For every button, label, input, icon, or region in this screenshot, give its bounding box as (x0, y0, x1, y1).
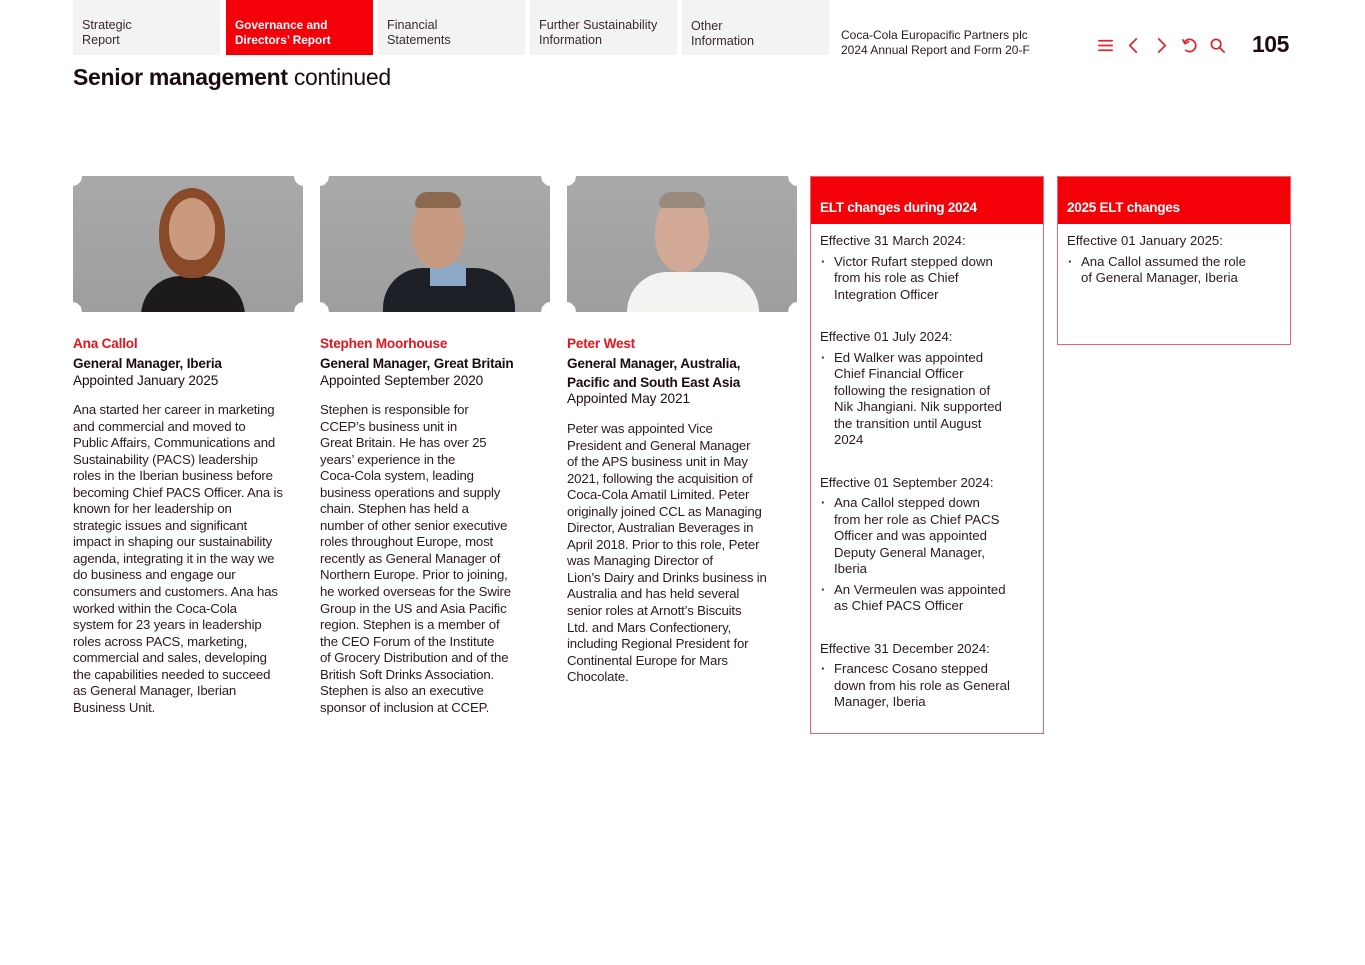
person-card-ana-callol (73, 176, 303, 715)
nav-tab-financial-statements[interactable] (378, 0, 525, 55)
person-role: General Manager, Iberia (73, 356, 222, 371)
page-title (73, 64, 391, 91)
portrait-photo (567, 176, 797, 312)
previous-page-icon[interactable] (1124, 34, 1143, 56)
nav-tab-label: Information (539, 32, 602, 47)
person-name: Stephen Moorhouse (320, 336, 448, 351)
nav-tab-strategic-report[interactable] (73, 0, 220, 55)
nav-tab-label: Report (82, 32, 120, 47)
elt-list-item: · Victor Rufart stepped down from his role as Chief Integration Officer (820, 254, 1034, 304)
elt-group (820, 475, 1034, 615)
report-title (841, 28, 1030, 57)
elt-box-title: ELT changes during 2024 (811, 177, 1043, 224)
toolbar (1096, 34, 1227, 56)
search-icon[interactable] (1208, 34, 1227, 56)
person-bio: Peter was appointed Vice President and General Manager of the APS business unit in May 2021, following the acquisition of Coca-Cola Amatil Limited. Peter originally joined CCL as Managing Director, Australian Beverages in April 2018. Prior to this role, Peter was Managing Director of Lion’s Dairy and Drinks business in Australia and has held several senior roles at Arnott’s Biscuits Ltd. and Mars Confectionery, including Regional President for Continental Europe for Mars Chocolate. (567, 421, 767, 685)
page-number: 105 (1252, 31, 1289, 57)
elt-group (820, 329, 1034, 449)
nav-tab-label: Further Sustainability (539, 18, 658, 32)
nav-tab-label: Statements (387, 32, 451, 47)
nav-tab-label: Governance and (235, 18, 328, 32)
elt-effective-date: Effective 31 March 2024: (820, 233, 966, 248)
report-title-company: Coca-Cola Europacific Partners plc (841, 28, 1028, 42)
elt-list-item: · An Vermeulen was appointed as Chief PACS Officer (820, 582, 1034, 615)
elt-list-item: · Ana Callol stepped down from her role as Chief PACS Officer and was appointed Deputy General Manager, Iberia (820, 495, 1034, 578)
elt-changes-2025-box (1057, 176, 1291, 345)
elt-changes-2024-box (810, 176, 1044, 734)
person-appointed: Appointed January 2025 (73, 373, 219, 388)
nav-tab-other-information[interactable] (682, 0, 829, 55)
elt-box-title: 2025 ELT changes (1058, 177, 1290, 224)
elt-effective-date: Effective 01 January 2025: (1067, 233, 1223, 248)
elt-group (1067, 233, 1281, 287)
nav-tab-label: Other (691, 19, 723, 33)
menu-icon[interactable] (1096, 34, 1115, 56)
elt-effective-date: Effective 01 July 2024: (820, 329, 953, 344)
person-role: General Manager, Great Britain (320, 356, 514, 371)
elt-list-item: · Ana Callol assumed the role of General Manager, Iberia (1067, 254, 1281, 287)
portrait-photo (320, 176, 550, 312)
person-bio: Stephen is responsible for CCEP’s business unit in Great Britain. He has over 25 years’ experience in the Coca-Cola system, leading business operations and supply chain. Stephen has held a number of other senior executive roles throughout Europe, most recently as General Manager of Northern Europe. Prior to joining, he worked overseas for the Swire Group in the US and Asia Pacific region. Stephen is a member of the CEO Forum of the Institute of Grocery Distribution and of the British Soft Drinks Association. Stephen is also an executive sponsor of inclusion at CCEP. (320, 402, 511, 715)
person-role: General Manager, Australia, Pacific and South East Asia (567, 356, 741, 390)
back-icon[interactable] (1180, 34, 1199, 56)
person-name: Peter West (567, 336, 636, 351)
nav-tab-label: Financial (387, 18, 438, 32)
elt-group (820, 641, 1034, 711)
elt-effective-date: Effective 01 September 2024: (820, 474, 994, 490)
person-appointed: Appointed September 2020 (320, 373, 484, 388)
person-card-stephen-moorhouse (320, 176, 550, 715)
elt-list-item: · Ed Walker was appointed Chief Financial Officer following the resignation of Nik Jhangiani. Nik supported the transition until August 2024 (820, 350, 1034, 449)
person-card-peter-west (567, 176, 797, 685)
elt-list-item: · Francesc Cosano stepped down from his role as General Manager, Iberia (820, 661, 1034, 711)
elt-group (820, 233, 1034, 303)
nav-tab-label: Strategic (82, 18, 132, 32)
nav-tab-further-sustainability-information[interactable] (530, 0, 677, 55)
nav-tab-governance-and-directors-report[interactable] (226, 0, 373, 55)
person-name: Ana Callol (73, 336, 138, 351)
report-title-document: 2024 Annual Report and Form 20-F (841, 42, 1030, 57)
nav-tab-label: Directors’ Report (235, 32, 331, 47)
person-appointed: Appointed May 2021 (567, 391, 690, 406)
page-title-main: Senior management (73, 64, 288, 90)
page-title-continued: continued (293, 64, 391, 90)
person-bio: Ana started her career in marketing and commercial and moved to Public Affairs, Communications and Sustainability (PACS) leadership roles in the Iberian business before becoming Chief PACS Officer. Ana is known for her leadership on strategic issues and significant impact in shaping our sustainability agenda, integrating it in the way we do business and engage our consumers and customers. Ana has worked within the Coca-Cola system for 23 years in leadership roles across PACS, marketing, commercial and sales, developing the capabilities needed to succeed as General Manager, Iberian Business Unit. (73, 402, 283, 715)
elt-effective-date: Effective 31 December 2024: (820, 640, 990, 656)
portrait-photo (73, 176, 303, 312)
next-page-icon[interactable] (1152, 34, 1171, 56)
nav-tab-label: Information (691, 33, 754, 48)
